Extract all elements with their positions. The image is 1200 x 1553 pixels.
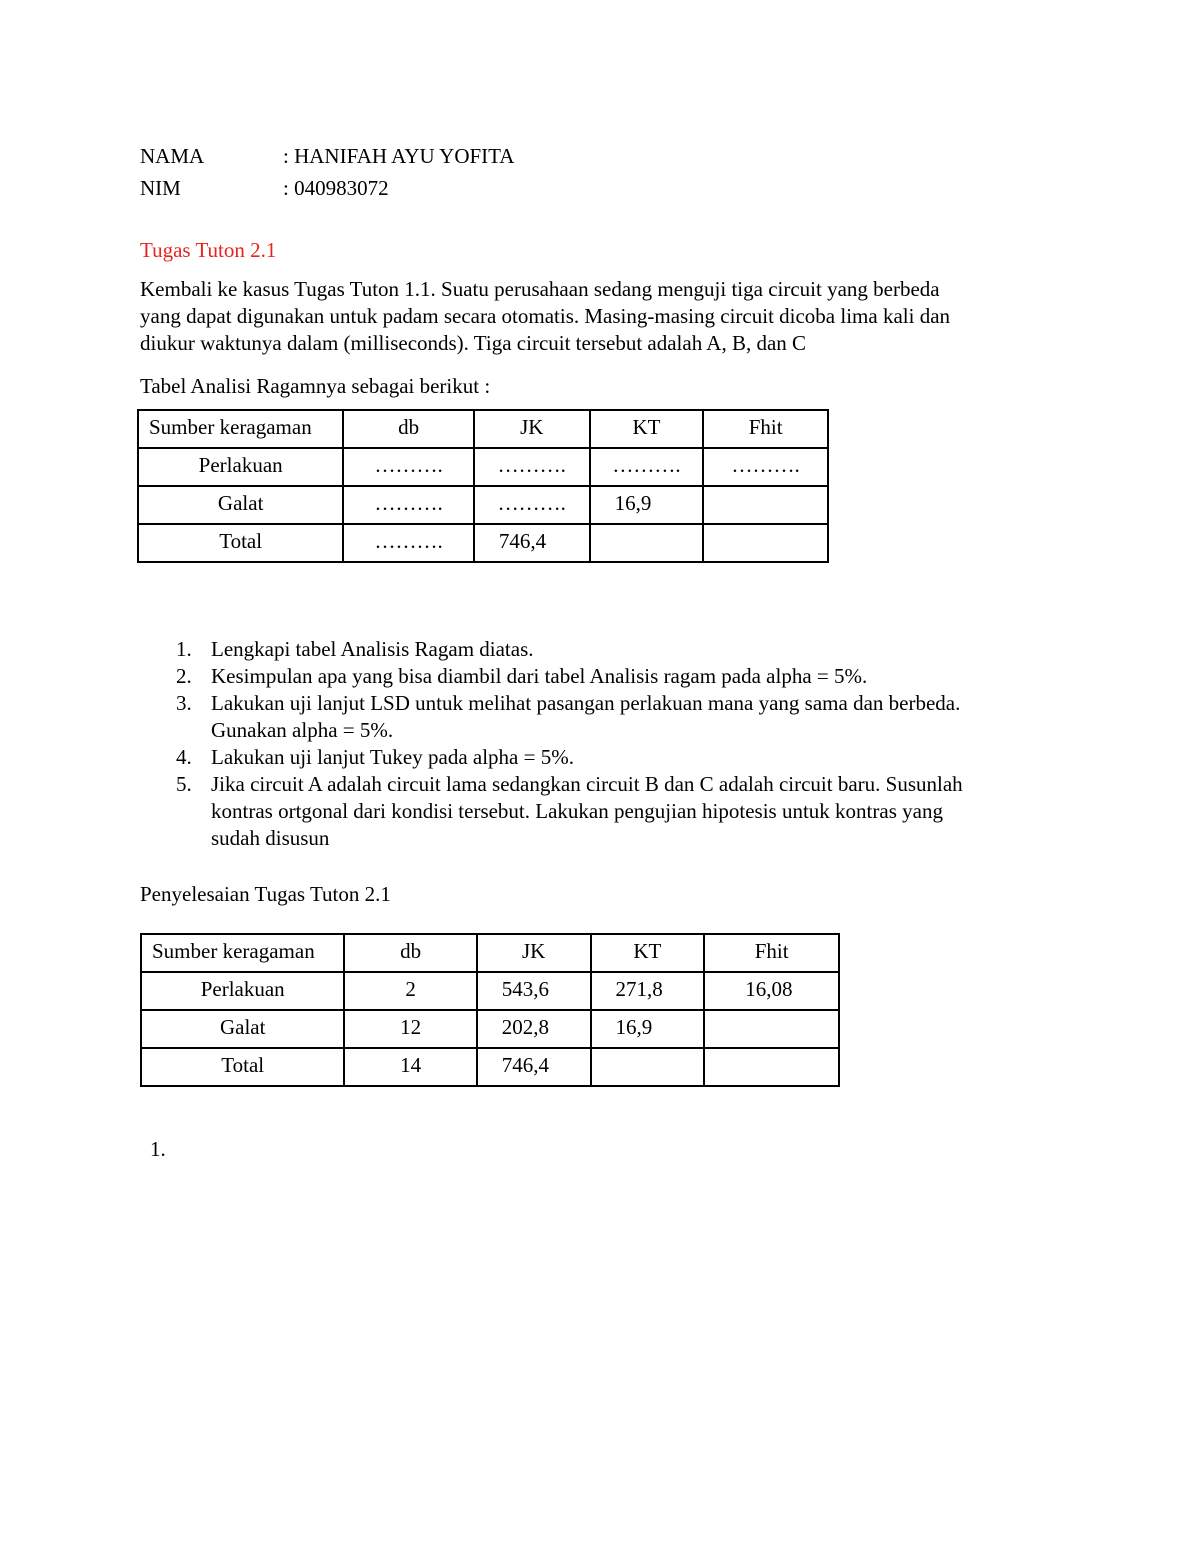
table-cell: 543,6	[477, 972, 591, 1010]
table-cell: 202,8	[477, 1010, 591, 1048]
table-cell: ……….	[474, 486, 590, 524]
list-number: 5.	[176, 772, 192, 796]
table-cell: Perlakuan	[141, 972, 344, 1010]
list-item	[140, 663, 1080, 690]
table-cell: ……….	[703, 448, 828, 486]
solution-title: Penyelesaian Tugas Tuton 2.1	[140, 882, 391, 906]
table-cell	[703, 486, 828, 524]
list-number: 4.	[176, 745, 192, 769]
table-cell: ……….	[343, 448, 474, 486]
table-header-cell: Fhit	[703, 410, 828, 448]
table-row	[141, 1010, 839, 1048]
intro-line: yang dapat digunakan untuk padam secara otomatis. Masing-masing circuit dicoba lima kali dan	[140, 304, 951, 328]
anova-table-question	[137, 409, 829, 563]
table-header-cell: KT	[591, 934, 705, 972]
table-cell: ……….	[590, 448, 704, 486]
table-cell: 746,4	[474, 524, 590, 562]
table-row	[138, 486, 828, 524]
table-row	[141, 972, 839, 1010]
list-item-text: Lengkapi tabel Analisis Ragam diatas.	[211, 637, 534, 661]
name-value: : HANIFAH AYU YOFITA	[283, 144, 515, 168]
intro-line: diukur waktunya dalam (milliseconds). Tiga circuit tersebut adalah A, B, dan C	[140, 331, 807, 355]
table-header-row	[141, 934, 839, 972]
list-item	[140, 744, 1080, 771]
table-header-cell: Fhit	[704, 934, 839, 972]
table-header-cell: Sumber keragaman	[141, 934, 344, 972]
table-row	[141, 1048, 839, 1086]
table-cell: 12	[344, 1010, 476, 1048]
table-header-cell: KT	[590, 410, 704, 448]
table-cell	[704, 1010, 839, 1048]
list-item-text: Jika circuit A adalah circuit lama sedangkan circuit B dan C adalah circuit baru. Susunlah	[211, 772, 963, 796]
table-cell: 2	[344, 972, 476, 1010]
table-cell: 16,08	[704, 972, 839, 1010]
table-header-cell: JK	[477, 934, 591, 972]
table-cell	[591, 1048, 705, 1086]
table-cell	[704, 1048, 839, 1086]
list-item-text: Lakukan uji lanjut Tukey pada alpha = 5%.	[211, 745, 574, 769]
table-cell: 14	[344, 1048, 476, 1086]
nim-value: : 040983072	[283, 176, 389, 200]
question-list	[140, 636, 1080, 852]
list-item-text: Gunakan alpha = 5%.	[211, 718, 394, 742]
table-cell: Galat	[138, 486, 343, 524]
table-cell: 271,8	[591, 972, 705, 1010]
table-cell: 16,9	[591, 1010, 705, 1048]
list-number: 2.	[176, 664, 192, 688]
list-item-text: Lakukan uji lanjut LSD untuk melihat pasangan perlakuan mana yang sama dan berbeda.	[211, 691, 961, 715]
table-cell: ……….	[343, 524, 474, 562]
table-caption: Tabel Analisi Ragamnya sebagai berikut :	[140, 374, 491, 398]
table-cell: ……….	[474, 448, 590, 486]
table-cell: ……….	[343, 486, 474, 524]
table-cell: 16,9	[590, 486, 704, 524]
table-row	[138, 524, 828, 562]
intro-line: Kembali ke kasus Tugas Tuton 1.1. Suatu perusahaan sedang menguji tiga circuit yang berbeda	[140, 277, 940, 301]
intro-paragraph	[140, 276, 1080, 357]
table-cell: Total	[141, 1048, 344, 1086]
answer-number: 1.	[150, 1137, 166, 1161]
table-header-cell: JK	[474, 410, 590, 448]
list-item-text: kontras ortgonal dari kondisi tersebut. Lakukan pengujian hipotesis untuk kontras yang	[211, 799, 943, 823]
table-header-cell: Sumber keragaman	[138, 410, 343, 448]
list-item-text: Kesimpulan apa yang bisa diambil dari tabel Analisis ragam pada alpha = 5%.	[211, 664, 868, 688]
table-cell: Perlakuan	[138, 448, 343, 486]
list-item	[140, 636, 1080, 663]
name-label: NAMA	[140, 144, 205, 168]
task-title: Tugas Tuton 2.1	[140, 238, 277, 262]
list-number: 1.	[176, 637, 192, 661]
nim-label: NIM	[140, 176, 181, 200]
table-cell: Total	[138, 524, 343, 562]
table-cell	[590, 524, 704, 562]
table-row	[138, 448, 828, 486]
list-number: 3.	[176, 691, 192, 715]
list-item	[140, 690, 1080, 744]
anova-table-solution	[140, 933, 840, 1087]
table-header-cell: db	[343, 410, 474, 448]
table-cell: Galat	[141, 1010, 344, 1048]
table-cell	[703, 524, 828, 562]
table-cell: 746,4	[477, 1048, 591, 1086]
table-header-cell: db	[344, 934, 476, 972]
table-header-row	[138, 410, 828, 448]
list-item-text: sudah disusun	[211, 826, 330, 850]
list-item	[140, 771, 1080, 852]
